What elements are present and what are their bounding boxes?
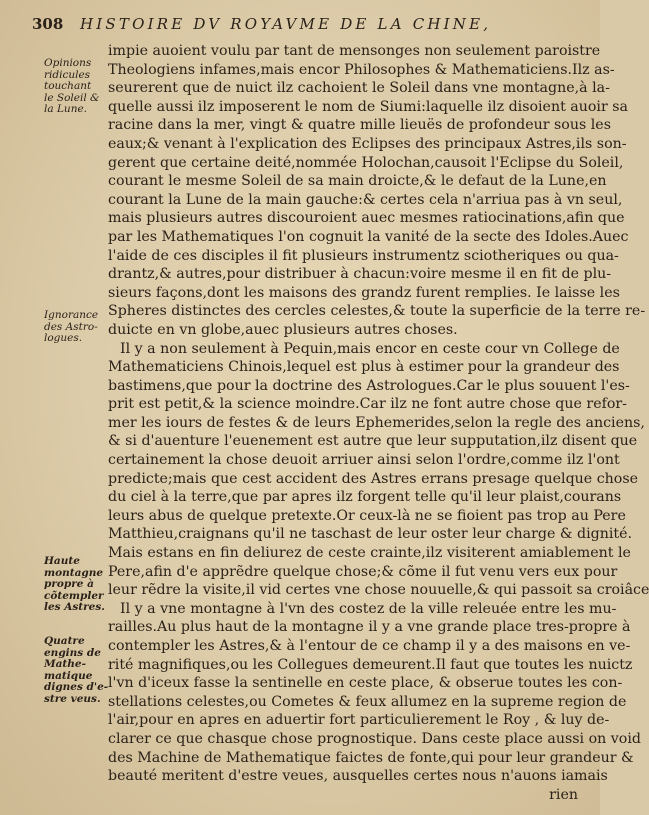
text-line: mais plusieurs autres discouroient auec mesmes ratiocinations,afin que [108, 210, 625, 227]
text-line: Il y a vne montagne à l'vn des costez de la ville releuée entre les mu- [120, 600, 617, 617]
margin-note-line: montagne [44, 566, 104, 579]
text-line: Matthieu,craignans qu'il ne taschast de leur oster leur charge & dignité. [108, 526, 633, 543]
page-number: 308 [32, 15, 64, 33]
text-line: certainement la chose deuoit arriuer ainsi selon l'ordre,comme ilz l'ont [108, 452, 620, 469]
text-line: & si d'auenture l'euenement est autre que leur supputation,ilz disent que [108, 433, 638, 450]
margin-note-line: dignes d'e- [44, 681, 109, 694]
margin-note-montagne [44, 556, 106, 614]
text-line: impie auoient voulu par tant de mensonges non seulement paroistre [108, 43, 601, 59]
margin-note-engins [44, 635, 109, 706]
margin-note-opinions [44, 58, 106, 116]
text-line: courant le mesme Soleil de sa main droicte,& le defaut de la Lune,en [108, 173, 607, 190]
margin-note-line: les Astres. [44, 601, 105, 614]
margin-note-line: Opinions [44, 57, 92, 69]
text-line: leur rẽdre la visite,il vid certes vne chose nouuelle,& qui passoit sa croiâce [108, 582, 649, 599]
text-line: par les Mathematiques l'on cognuit la vanité de la secte des Idoles.Auec [108, 228, 629, 245]
margin-note-line: Quatre [44, 635, 85, 647]
text-line: Il y a non seulement à Pequin,mais encor en ceste cour vn College de [120, 340, 620, 357]
text-line: Theologiens infames,mais encor Philosophes & Mathematiciens.Ilz as- [108, 61, 615, 78]
margin-note-line: Mathe- [44, 658, 86, 671]
margin-note-line: propre à [44, 578, 94, 591]
text-line: mer les iours de festes & de leurs Ephemerides,selon la regle des anciens, [108, 414, 645, 431]
running-header [32, 15, 580, 37]
margin-note-line: la Lune. [44, 103, 88, 116]
margin-note-line: matique [44, 669, 93, 682]
margin-note-line: le Soleil & [44, 91, 100, 104]
text-line: Spheres distinctes des cercles celestes,& toute la superficie de la terre re- [108, 303, 646, 320]
text-line: stellations celestes,ou Cometes & feux allumez en la supreme region de [108, 693, 627, 710]
margin-note-line: stre veus. [44, 692, 101, 705]
text-line: racine dans la mer, vingt & quatre mille lieuës de profondeur sous les [108, 117, 611, 134]
text-line: des Machine de Mathematique faictes de fonte,qui pour leur grandeur & [108, 749, 634, 766]
text-line: Mathematiciens Chinois,lequel est plus à estimer pour la grandeur des [108, 359, 620, 376]
catchword: rien [549, 786, 578, 803]
text-line: courant la Lune de la main gauche:& certes cela n'arriua pas à vn seul, [108, 191, 623, 208]
text-line: prit est petit,& la science moindre.Car ilz ne font autre chose que refor- [108, 396, 627, 413]
text-line: l'vn d'iceux fasse la sentinelle en ceste place, & obserue toutes les con- [108, 675, 623, 692]
text-line: leurs abus de quelque pretexte.Or ceux-là ne se fioient pas trop au Pere [108, 507, 626, 524]
margin-note-line: Haute [44, 555, 80, 567]
text-line: duicte en vn globe,auec plusieurs autres choses. [108, 321, 458, 338]
margin-note-line: engins de [44, 646, 101, 659]
text-line: contempler les Astres,& à l'entour de ce champ il y a des maisons en ve- [108, 638, 631, 654]
text-line: bastimens,que pour la doctrine des Astrologues.Car le plus souuent l'es- [108, 377, 630, 394]
margin-note-line: touchant [44, 80, 92, 93]
text-line: quelle aussi ilz imposerent le nom de Siumi:laquelle ilz disoient auoir sa [108, 98, 628, 115]
text-line: seurerent que de nuict ilz cachoient le Soleil dans vne montagne,à la- [108, 80, 610, 97]
text-line: beauté meritent d'estre veues, ausquelles certes nous n'auons iamais [108, 768, 608, 785]
body-text [108, 42, 649, 804]
text-line: Mais estans en fin deliurez de ceste crainte,ilz visiterent amiablement le [108, 545, 631, 562]
text-line: rité magnifiques,ou les Collegues demeurent.Il faut que toutes les nuictz [108, 656, 633, 673]
margin-note-line: ridicules [44, 68, 91, 81]
margin-note-line: des Astro- [44, 320, 98, 333]
margin-note-line: Ignorance [44, 309, 99, 321]
text-line: Pere,afin d'e apprẽdre quelque chose;& cõme il fut venu vers eux pour [108, 563, 618, 580]
text-line: predicte;mais que cest accident des Astres errans presage quelque chose [108, 470, 638, 487]
text-line: eaux;& venant à l'explication des Eclipses des principaux Astres,ils son- [108, 135, 627, 152]
text-line: l'air,pour en apres en aduertir fort particulierement le Roy , & luy de- [108, 712, 610, 729]
text-line: railles.Au plus haut de la montagne il y a vne grande place tres-propre à [108, 619, 631, 636]
running-title: HISTOIRE DV ROYAVME DE LA CHINE, [80, 15, 492, 33]
text-line: du ciel à la terre,que par apres ilz forgent telle qu'il leur plaist,courans [108, 489, 622, 506]
text-line: gerent que certaine deité,nommée Holochan,causoit l'Eclipse du Soleil, [108, 154, 624, 171]
text-line: l'aide de ces disciples il fit plusieurs instrumentz sciotheriques ou qua- [108, 247, 619, 264]
text-line: clarer ce que chasque chose prognostique. Dans ceste place aussi on void [108, 730, 641, 747]
margin-note-line: cõtempler [44, 589, 104, 602]
margin-note-line: logues. [44, 332, 83, 345]
text-line: sieurs façons,dont les maisons des grandz furent remplies. Ie laisse les [108, 284, 620, 301]
margin-note-ignorance [44, 310, 106, 345]
text-line: drantz,& autres,pour distribuer à chacun:voire mesme il en fit de plu- [108, 266, 612, 283]
